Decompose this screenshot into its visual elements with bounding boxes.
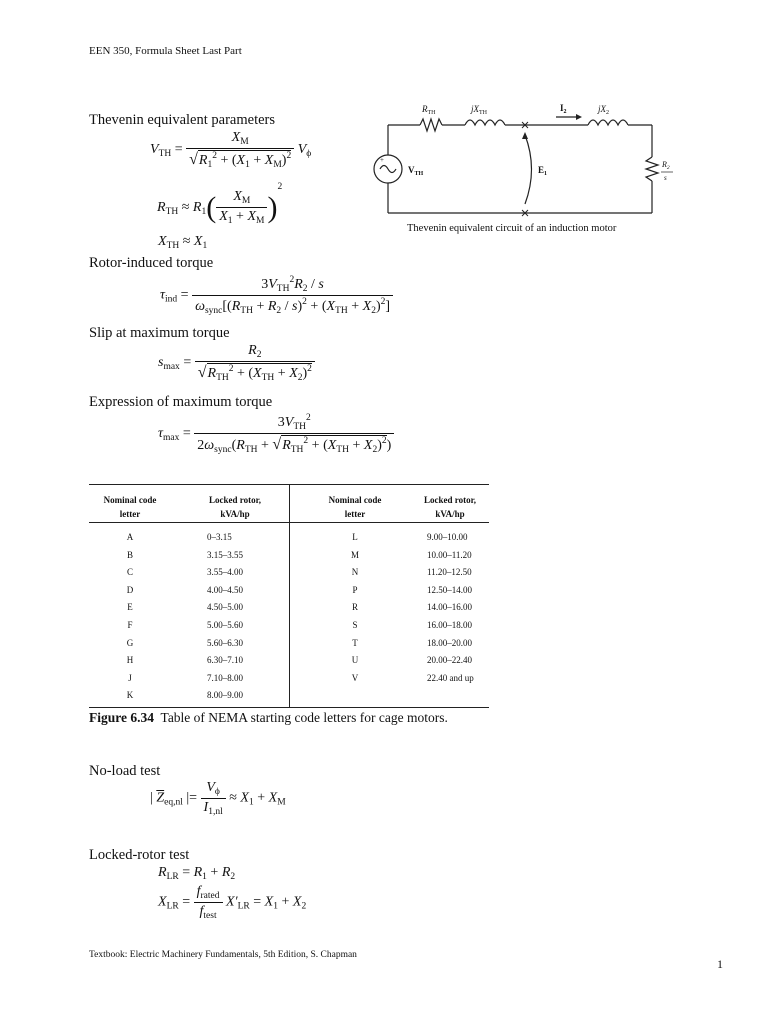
equation-rlr: $R_{LR} = R_1 + R_2$: [158, 865, 236, 882]
table-kva-range-left: 0–3.15: [207, 532, 232, 542]
section-heading-max-torque: Expression of maximum torque: [89, 394, 273, 410]
table-kva-range-left: 5.60–6.30: [207, 637, 243, 648]
page-footer: Textbook: Electric Machinery Fundamentals, 5th Edition, S. Chapman: [89, 950, 357, 960]
table-code-letter-right: N: [351, 567, 359, 578]
section-heading-slip: Slip at maximum torque: [89, 325, 230, 341]
jx2-inductor: [588, 120, 628, 125]
r2-resistor: [646, 157, 658, 181]
thevenin-circuit-diagram: [370, 100, 690, 225]
table-center-divider: [289, 485, 290, 707]
i2-label: $I_2$: [560, 103, 567, 115]
header-code-letter-left: Nominal code letter: [103, 495, 157, 519]
table-kva-range-right: 20.00–22.40: [427, 655, 472, 666]
table-kva-range-right: 11.20–12.50: [427, 567, 472, 578]
header-code-letter-right: Nominal code letter: [328, 495, 382, 519]
jxth-label: $jX_{TH}$: [471, 104, 487, 116]
table-code-letter-right: P: [352, 584, 358, 595]
equation-xlr: $X_{LR}$ = $\frac{f_{rated}}{f_{test}}$ $X'_{LR} = X_1 + X_2$: [158, 884, 307, 921]
table-kva-range-right: 9.00–10.00: [427, 532, 468, 542]
table-kva-range-left: 7.10–8.00: [207, 672, 243, 683]
table-caption: [89, 710, 448, 726]
e1-arrowhead: [522, 132, 528, 139]
equation-rth: $R_{TH} \approx R_1$( $\frac{X_M}{X_1 + X_M}$ )$^2$: [157, 182, 283, 227]
table-code-letter-left: F: [127, 620, 133, 630]
table-code-letter-right: M: [350, 549, 359, 560]
r2-label: $R_2$: [662, 160, 670, 171]
table-code-letter-right: S: [352, 620, 358, 630]
e1-label: $E_1$: [538, 165, 548, 177]
section-heading-thevenin: Thevenin equivalent parameters: [89, 112, 276, 128]
s-label: s: [664, 174, 667, 182]
section-heading-locked-rotor: Locked-rotor test: [89, 847, 190, 863]
jx2-label: $jX_2$: [598, 104, 609, 116]
table-code-letter-left: A: [126, 532, 134, 542]
table-kva-range-left: 5.00–5.60: [207, 620, 243, 630]
table-code-letter-right: T: [352, 637, 358, 648]
rth-label: $R_{TH}$: [422, 104, 436, 116]
table-code-letter-left: H: [126, 655, 134, 666]
table-kva-range-right: 14.00–16.00: [427, 602, 472, 613]
e1-arc: [525, 135, 532, 204]
table-code-letter-right: L: [352, 532, 358, 542]
caption-text: Table of NEMA starting code letters for cage motors.: [160, 710, 448, 725]
equation-smax: $s_{max}$ = $\frac{R_2}{√R_{TH}^2 + (X_{TH} + X_2)^2}$: [158, 343, 315, 383]
equation-tau-max: $\tau_{max}$ = $\frac{3V_{TH}^2}{2\omega_{sync}(R_{TH} + √R_{TH}^2 + (X_{TH} + X_2)^2)}$: [158, 413, 394, 455]
rth-resistor: [420, 119, 442, 131]
table-kva-range-left: 6.30–7.10: [207, 655, 243, 666]
table-code-letter-left: K: [126, 690, 134, 701]
page-number: 1: [717, 957, 723, 971]
table-kva-range-right: 10.00–11.20: [427, 549, 472, 560]
table-kva-range-right: 16.00–18.00: [427, 620, 472, 630]
table-kva-range-left: 3.15–3.55: [207, 549, 243, 560]
table-code-letter-left: B: [126, 549, 133, 560]
table-code-letter-left: J: [128, 672, 132, 683]
table-kva-range-left: 4.50–5.00: [207, 602, 243, 613]
equation-tau-ind: $\tau_{ind}$ = $\frac{3V_{TH}^2R_2 / s}{\omega_{sync}[(R_{TH} + R_2 / s)^2 + (X_{TH} + X_2)^2]}$: [160, 275, 393, 316]
i2-arrowhead: [576, 114, 582, 120]
equation-vth: $V_{TH}$ = $\frac{X_M}{√R_1^2 + (X_1 + X_M)^2}$ $V_\phi$: [150, 130, 312, 170]
equation-no-load: | $\overline{Z}_{eq,nl}$ |= $\frac{V_\phi}{I_{1,nl}}$ ≈ $X_1 + X_M$: [150, 780, 286, 817]
table-code-letter-left: G: [126, 637, 134, 648]
circuit-caption: Thevenin equivalent circuit of an induction motor: [407, 223, 617, 234]
header-kva-left: Locked rotor, kVA/hp: [208, 495, 261, 519]
plus-sign: +: [380, 156, 384, 164]
equation-xth: $X_{TH} \approx X_1$: [158, 234, 208, 251]
table-code-letter-left: C: [126, 567, 133, 578]
table-code-letter-right: U: [351, 655, 359, 666]
table-code-letter-left: E: [127, 602, 133, 613]
table-kva-range-left: 4.00–4.50: [207, 584, 243, 595]
table-code-letter-right: V: [351, 672, 359, 683]
table-kva-range-left: 3.55–4.00: [207, 567, 243, 578]
caption-label: Figure 6.34: [89, 710, 154, 725]
table-kva-range-right: 22.40 and up: [427, 672, 474, 683]
jxth-inductor: [465, 120, 505, 125]
table-kva-range-left: 8.00–9.00: [207, 690, 243, 701]
page-header: EEN 350, Formula Sheet Last Part: [89, 45, 242, 57]
vth-label: $V_{TH}$: [408, 165, 424, 177]
table-code-letter-left: D: [126, 584, 134, 595]
table-kva-range-right: 12.50–14.00: [427, 584, 472, 595]
section-heading-no-load: No-load test: [89, 763, 161, 779]
table-code-letter-right: R: [351, 602, 358, 613]
table-kva-range-right: 18.00–20.00: [427, 637, 472, 648]
nema-code-table: [89, 484, 489, 708]
header-kva-right: Locked rotor, kVA/hp: [423, 495, 476, 519]
section-heading-rotor-torque: Rotor-induced torque: [89, 255, 214, 271]
